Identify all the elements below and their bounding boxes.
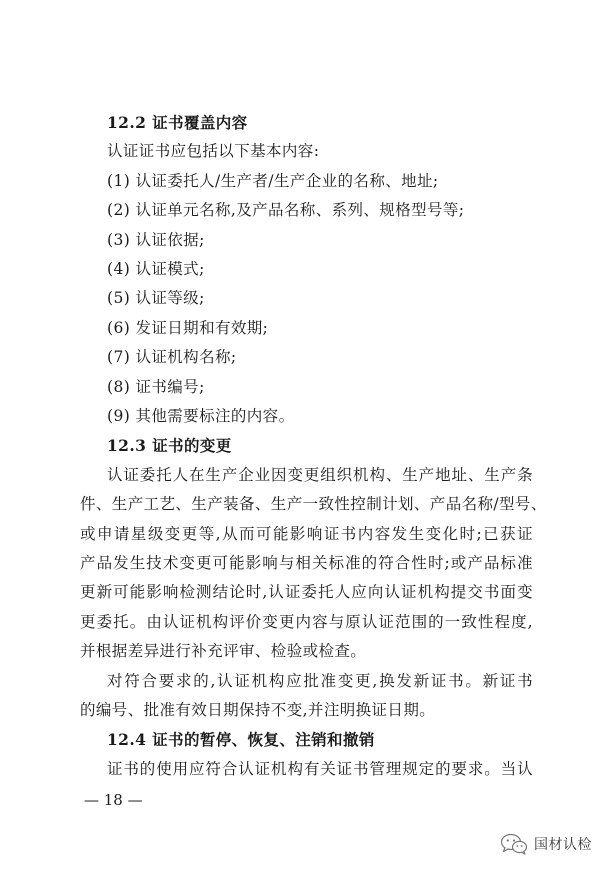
- paragraph-line: 对符合要求的,认证机构应批准变更,换发新证书。新证书: [107, 672, 533, 690]
- watermark: [500, 832, 592, 856]
- section-heading-12-3: 12.3 证书的变更: [107, 436, 232, 455]
- list-item: (4) 认证模式;: [107, 260, 205, 278]
- list-item: (8) 证书编号;: [107, 378, 205, 396]
- section-heading-12-4: 12.4 证书的暂停、恢复、注销和撤销: [107, 730, 375, 749]
- paragraph-line: 更新可能影响检测结论时,认证委托人应向认证机构提交书面变: [80, 583, 533, 601]
- paragraph-line: 认证委托人在生产企业因变更组织机构、生产地址、生产条: [107, 466, 533, 484]
- paragraph-line: 或申请星级变更等,从而可能影响证书内容发生变化时;已获证: [80, 525, 533, 543]
- paragraph-line: 的编号、批准有效日期保持不变,并注明换证日期。: [80, 701, 436, 719]
- list-item: (5) 认证等级;: [107, 289, 205, 307]
- page-number: — 18 —: [84, 791, 143, 809]
- watermark-text: 国材认检: [534, 837, 592, 853]
- list-item: (9) 其他需要标注的内容。: [107, 407, 295, 425]
- list-item: (6) 发证日期和有效期;: [107, 319, 269, 337]
- paragraph-line: 件、生产工艺、生产装备、生产一致性控制计划、产品名称/型号、: [80, 495, 547, 513]
- paragraph-line: 更委托。由认证机构评价变更内容与原认证范围的一致性程度,: [80, 613, 533, 631]
- paragraph-line: 产品发生技术变更可能影响与相关标准的符合性时;或产品标准: [80, 554, 533, 572]
- list-item: (1) 认证委托人/生产者/生产企业的名称、地址;: [107, 172, 439, 190]
- list-item: (2) 认证单元名称,及产品名称、系列、规格型号等;: [107, 201, 465, 219]
- paragraph-line: 证书的使用应符合认证机构有关证书管理规定的要求。当认: [107, 760, 533, 778]
- list-item: (3) 认证依据;: [107, 231, 205, 249]
- paragraph-line: 并根据差异进行补充评审、检验或检查。: [80, 642, 367, 660]
- section-heading-12-2: 12.2 证书覆盖内容: [107, 113, 248, 132]
- list-item: (7) 认证机构名称;: [107, 348, 237, 366]
- section-intro: 认证证书应包括以下基本内容:: [107, 142, 320, 160]
- wechat-icon: [500, 833, 528, 855]
